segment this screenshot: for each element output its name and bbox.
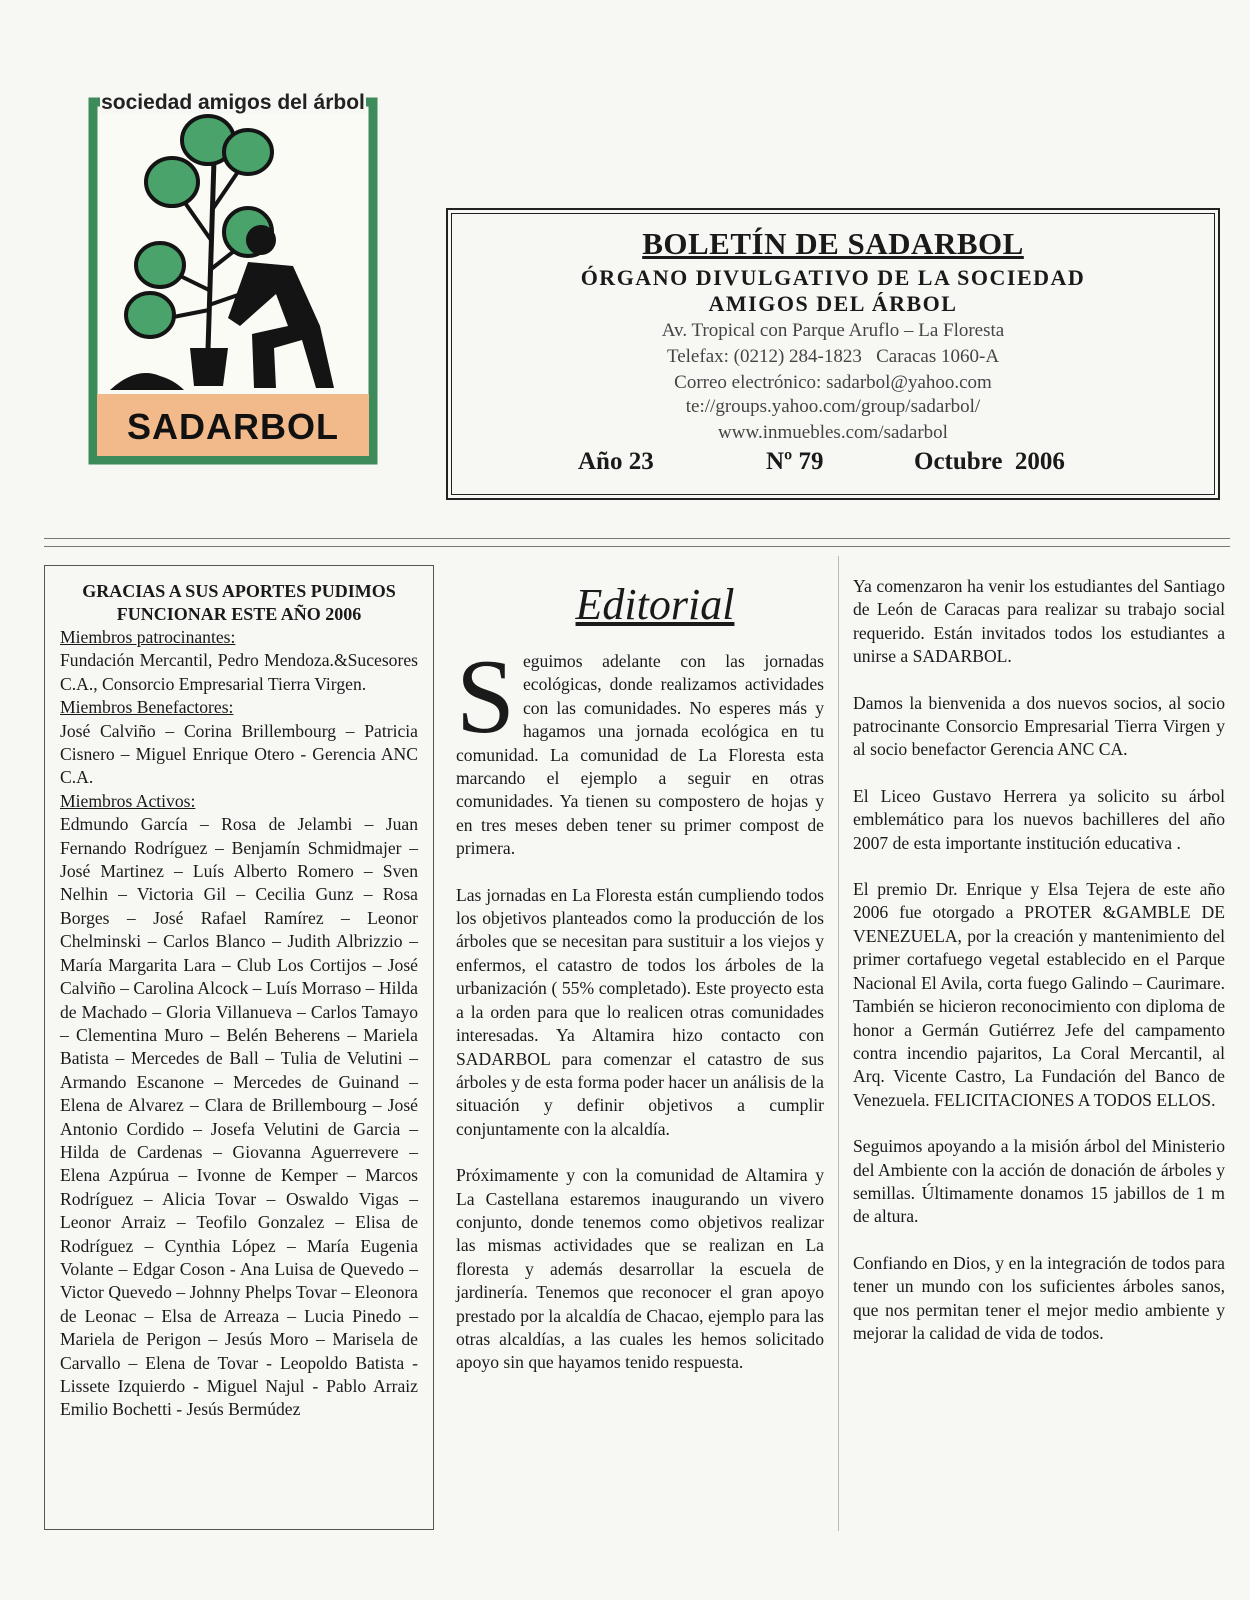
benefactores-heading: Miembros Benefactores:: [60, 697, 234, 718]
news-paragraph-1: Ya comenzaron ha venir los estudiantes del Santiago de León de Caracas para realizar su trabajo social requerido. Están invitados todos los estudiantes a unirse a SADARBOL.: [853, 576, 1225, 667]
phone-line: Telefax: (0212) 284-1823 Caracas 1060-A: [666, 346, 1000, 367]
patrocinantes-list: Fundación Mercantil, Pedro Mendoza.&Sucesores C.A., Consorcio Empresarial Tierra Virgen.: [60, 650, 418, 694]
groups-url: te://groups.yahoo.com/group/sadarbol/: [685, 396, 981, 417]
separator-line: [44, 546, 1230, 547]
drop-cap: S: [456, 638, 515, 755]
news-paragraph-4: El premio Dr. Enrique y Elsa Tejera de este año 2006 fue otorgado a PROTER &GAMBLE DE VENEZUELA, por la creación y mantenimiento del primer cortafuego vegetal establecido en el Parque Nacional El Avila, corta fuego Galindo – Caurimare. También se hicieron reconocimiento con diploma de honor a Germán Gutiérrez Jefe del campamento contra incendio pajaritos, La Coral Mercantil, al Arq. Vicente Castro, La Fundación del Banco de Venezuela. FELICITACIONES A TODOS ELLOS.: [853, 879, 1225, 1110]
news-column: [853, 575, 1225, 1368]
masthead-box: [446, 208, 1220, 500]
news-paragraph-3: El Liceo Gustavo Herrera ya solicito su árbol emblemático para los nuevos bachilleres del año 2007 de esta importante institución educativa .: [853, 785, 1225, 853]
news-paragraph-5: Seguimos apoyando a la misión árbol del Ministerio del Ambiente con la acción de donación de árboles y semillas. Últimamente donamos 15 jabillos de 1 m de altura.: [853, 1136, 1225, 1227]
news-paragraph-2: Damos la bienvenida a dos nuevos socios, al socio patrocinante Consorcio Empresarial Tierra Virgen y al socio benefactor Gerencia ANC CA.: [853, 692, 1225, 760]
sponsors-box: [44, 565, 434, 1530]
logo-top-text: sociedad amigos del árbol: [101, 91, 365, 114]
pot-icon: [190, 348, 228, 386]
activos-heading: Miembros Activos:: [60, 790, 196, 811]
benefactores-list: José Calviño – Corina Brillembourg – Patricia Cisnero – Miguel Enrique Otero - Gerencia ANC C.A.: [60, 720, 418, 788]
bulletin-subtitle-line2: AMIGOS DEL ÁRBOL: [708, 291, 958, 316]
logo-brand-text: SADARBOL: [127, 406, 339, 447]
column-divider: [838, 556, 839, 1531]
issue-date: Octubre 2006: [914, 448, 1065, 475]
bulletin-subtitle-line1: ÓRGANO DIVULGATIVO DE LA SOCIEDAD: [580, 265, 1086, 290]
issue-year: Año 23: [578, 448, 654, 475]
patrocinantes-heading: Miembros patrocinantes:: [60, 627, 236, 647]
bulletin-title: BOLETÍN DE SADARBOL: [642, 226, 1024, 261]
news-paragraph-6: Confiando en Dios, y en la integración de todos para tener un mundo con los suficientes árboles sanos, que nos permitan tener el mejor medio ambiente y mejorar la calidad de vida de todos.: [853, 1252, 1225, 1343]
separator-line: [44, 538, 1230, 539]
email-line: Correo electrónico: sadarbol@yahoo.com: [674, 372, 992, 393]
activos-list: Edmundo García – Rosa de Jelambi – Juan Fernando Rodríguez – Benjamín Schmidmajer – José Martinez – Luís Alberto Romero – Sven Nelhin – Victoria Gil – Cecilia Gunz – Rosa Borges – José Rafael Ramírez – Leonor Chelminski – Carlos Blanco – Judith Albrizzio – María Margarita Lara – Club Los Cortijos – José Calviño – Carolina Alcock – Luís Morraso – Hilda de Machado – Gloria Villanueva – Carlos Tamayo – Clementina Muro – Belén Beherens – Mariela Batista – Mercedes de Ball – Tulia de Velutini – Armando Escanone – Mercedes de Guinand – Elena de Alvarez – Clara de Brillembourg – José Antonio Cordido – Josefa Velutini de Garcia – Hilda de Cardenas – Giovanna Aguerrevere – Elena Azpúrua – Ivonne de Kemper – Marcos Rodríguez – Alicia Tovar – Oswaldo Vigas – Leonor Arraiz – Teofilo Gonzalez – Elisa de Rodríguez – Cynthia López – María Eugenia Volante – Edgar Coson - Ana Luisa de Quevedo – Victor Quevedo – Johnny Phelps Tovar – Eleonora de Leonac – Elsa de Arreaza – Lucia Pinedo – Mariela de Perigon – Jesús Moro – Marisela de Carvallo – Elena de Tovar - Leopoldo Batista - Lissete Izquierdo - Miguel Najul - Pablo Arraiz Emilio Bochetti - Jesús Bermúdez: [60, 814, 418, 1420]
editorial-title: Editorial: [575, 580, 735, 629]
editorial-paragraph-1-text: eguimos adelante con las jornadas ecológicas, donde realizamos actividades con las comunidades. No esperes más y hagamos una jornada ecológica en tu comunidad. La comunidad de La Floresta esta marcando el ejemplo a seguir en otras comunidades. Ya tienen su compostero de hojas y en tres meses deben tener su primer compost de primera.: [456, 651, 824, 859]
issue-meta: [448, 448, 1218, 478]
sadarbol-logo: [88, 90, 380, 468]
editorial-column: [456, 578, 824, 1398]
issue-number: Nº 79: [766, 448, 824, 475]
address-line: Av. Tropical con Parque Aruflo – La Floresta: [661, 320, 1005, 341]
website-url: www.inmuebles.com/sadarbol: [718, 422, 948, 443]
editorial-paragraph-3: Próximamente y con la comunidad de Altamira y La Castellana estaremos inaugurando un vivero conjunto, donde tenemos como objetivos realizar las mismas actividades que se realizan en La floresta y además desarrollar la escuela de jardinería. Tenemos que reconocer el gran apoyo prestado por la alcaldía de Chacao, ejemplo para las otras alcaldías, a las cuales les hemos solicitado apoyo sin que hayamos tenido respuesta.: [456, 1165, 824, 1373]
editorial-paragraph: [456, 638, 824, 861]
editorial-paragraph-2: Las jornadas en La Floresta están cumpliendo todos los objetivos planteados como la producción de los árboles que se necesitan para sustituir a los viejos y enfermos, el catastro de todos los árboles de la urbanización ( 55% completado). Este proyecto esta a la orden para que lo realicen otras comunidades interesadas. Ya Altamira hizo contacto con SADARBOL para comenzar el catastro de sus árboles y de esta forma poder hacer un análisis de la situación y definir objetivos a cumplir conjuntamente con la alcaldía.: [456, 884, 824, 1139]
sponsors-title: GRACIAS A SUS APORTES PUDIMOS FUNCIONAR ESTE AÑO 2006: [82, 581, 396, 624]
